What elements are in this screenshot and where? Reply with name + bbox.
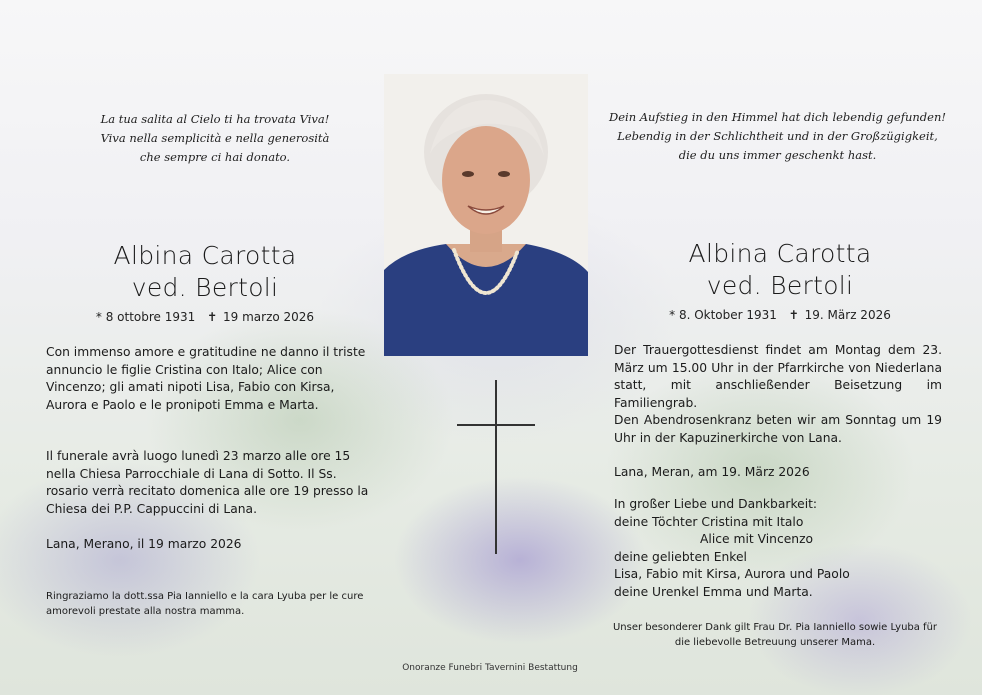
deceased-name-german (630, 238, 930, 302)
place-date-text: Lana, Merano, il 19 marzo 2026 (46, 537, 242, 551)
funeral-home-name: Onoranze Funebri Tavernini Bestattung (402, 663, 578, 673)
family-line: deine Urenkel Emma und Marta. (614, 584, 813, 599)
name-line: Albina Carotta (688, 239, 872, 268)
quote-line: La tua salita al Cielo ti ha trovata Viva! (100, 112, 330, 126)
life-dates-italian (55, 310, 355, 324)
name-line: Albina Carotta (113, 241, 297, 270)
name-line: ved. Bertoli (131, 273, 279, 302)
family-line: In großer Liebe und Dankbarkeit: (614, 497, 818, 511)
family-line: Alice mit Vincenzo (700, 532, 814, 546)
rosary-text: Den Abendrosenkranz beten wir am Sonntag um 19 Uhr in der Kapuzinerkirche von Lana. (614, 413, 942, 445)
death-date: 19. März 2026 (804, 308, 891, 322)
announcement-italian (46, 344, 371, 414)
place-date-italian (46, 536, 371, 554)
quote-line: die du uns immer geschenkt hast. (678, 148, 877, 162)
funeral-info-italian (46, 448, 371, 518)
italian-quote (60, 110, 370, 167)
german-quote (600, 108, 955, 165)
life-dates-german (630, 308, 930, 322)
quote-line: Lebendig in der Schlichtheit und in der Großzügigkeit, (617, 129, 938, 143)
cross-icon (457, 380, 535, 554)
thanks-text: Unser besonderer Dank gilt Frau Dr. Pia Ianniello sowie Lyuba für die liebevolle Betreuung unserer Mama. (612, 622, 938, 648)
portrait-image (384, 74, 588, 356)
portrait-photo (384, 74, 588, 356)
thanks-italian (46, 589, 376, 619)
announcement-text: Con immenso amore e gratitudine ne danno il triste annuncio le figlie Cristina con Italo; Alice con Vincenzo; gli amati nipoti Lisa, Fabio con Kirsa, Aurora e Paolo e le pronipoti Emma e Marta. (46, 345, 366, 412)
family-line: deine geliebten Enkel (614, 549, 747, 564)
birth-date: * 8 ottobre 1931 (95, 310, 196, 324)
service-text: Der Trauergottesdienst findet am Montag dem 23. März um 15.00 Uhr in der Pfarrkirche von Niederlana statt, mit anschließender Beisetzung im Familiengrab. (614, 343, 942, 410)
quote-line: che sempre ci hai donato. (139, 150, 291, 164)
name-line: ved. Bertoli (706, 271, 854, 300)
deceased-name-italian (55, 240, 355, 304)
death-date: 19 marzo 2026 (223, 310, 315, 324)
thanks-german (606, 620, 944, 650)
place-date-text: Lana, Meran, am 19. März 2026 (614, 465, 810, 479)
family-line: deine Töchter Cristina mit Italo (614, 514, 804, 529)
family-line: Lisa, Fabio mit Kirsa, Aurora und Paolo (614, 567, 850, 581)
birth-date: * 8. Oktober 1931 (669, 308, 777, 322)
death-cross-icon: ✝ (207, 310, 218, 324)
thanks-text: Ringraziamo la dott.ssa Pia Ianniello e la cara Lyuba per le cure amorevoli prestate alla nostra mamma. (46, 591, 364, 617)
quote-line: Dein Aufstieg in den Himmel hat dich lebendig gefunden! (608, 110, 946, 124)
service-info-german (614, 342, 942, 447)
death-cross-icon: ✝ (788, 308, 799, 322)
place-date-german (614, 464, 942, 482)
funeral-text: Il funerale avrà luogo lunedì 23 marzo alle ore 15 nella Chiesa Parrocchiale di Lana di Sotto. Il Ss. rosario verrà recitato domenica alle ore 19 presso la Chiesa dei P.P. Cappuccini di Lana. (46, 449, 369, 516)
family-list-german (614, 496, 942, 601)
quote-line: Viva nella semplicità e nella generosità (100, 131, 330, 145)
